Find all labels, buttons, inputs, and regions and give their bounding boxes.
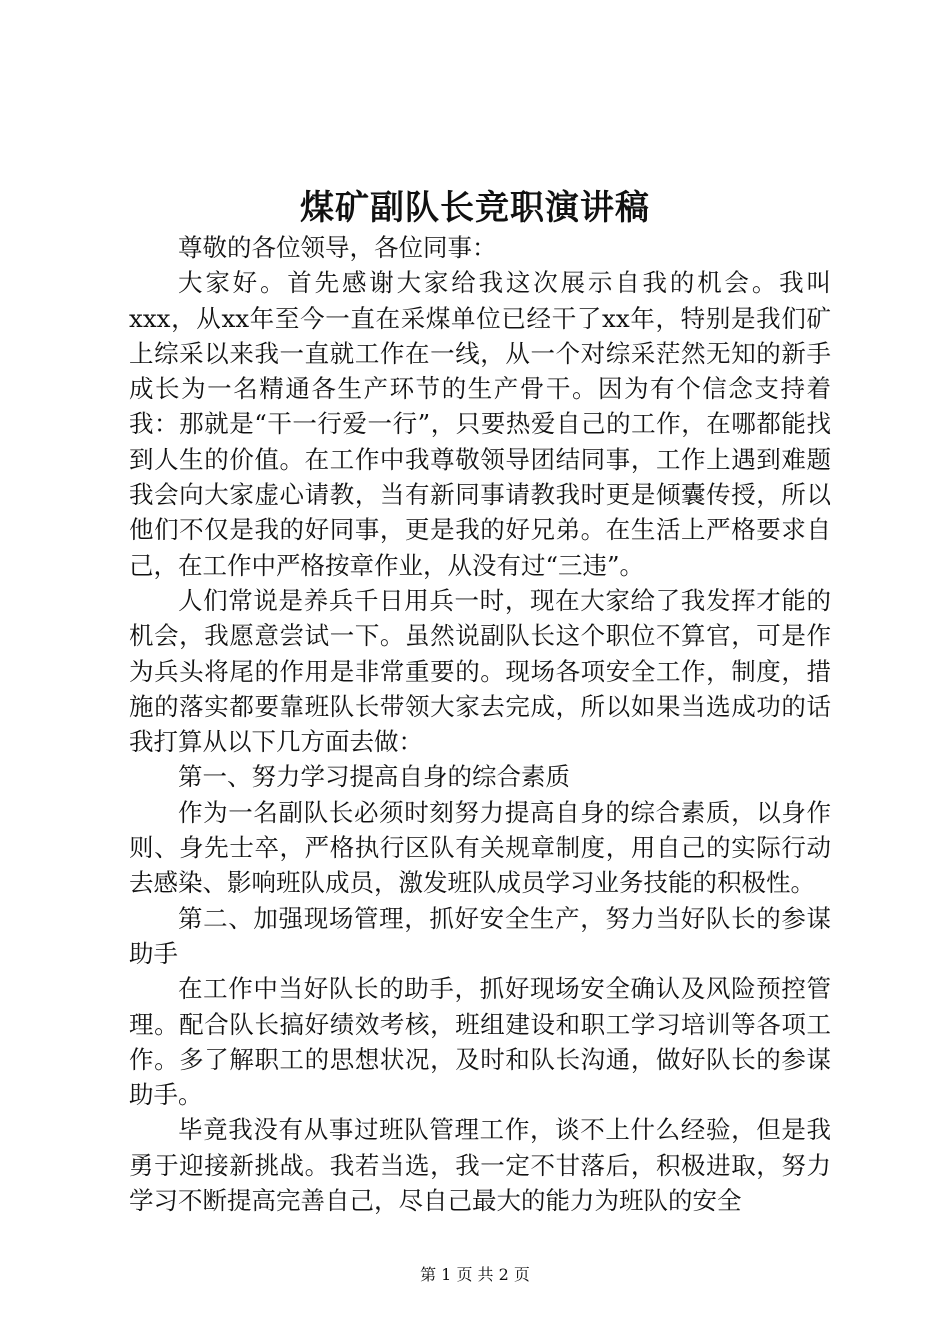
body-paragraph: 大家好。首先感谢大家给我这次展示自我的机会。我叫xxx，从xx年至今一直在采煤单位已经干了xx年，特别是我们矿上综采以来我一直就工作在一线，从一个对综采茫然无知的新手成长为一名精通各生产环节的生产骨干。因为有个信念支持着我：那就是“干一行爱一行”，只要热爱自己的工作，在哪都能找到人生的价值。在工作中我尊敬领导团结同事，工作上遇到难题我会向大家虚心请教，当有新同事请教我时更是倾囊传授，所以他们不仅是我的好同事，更是我的好兄弟。在生活上严格要求自己，在工作中严格按章作业，从没有过“三违”。: [129, 268, 831, 580]
page-footer: 第 1 页 共 2 页: [420, 1265, 530, 1284]
body-paragraph: 人们常说是养兵千日用兵一时，现在大家给了我发挥才能的机会，我愿意尝试一下。虽然说副队长这个职位不算官，可是作为兵头将尾的作用是非常重要的。现场各项安全工作，制度，措施的落实都要靠班队长带领大家去完成，所以如果当选成功的话我打算从以下几方面去做：: [129, 585, 831, 757]
section-heading: 第二、加强现场管理，抓好安全生产，努力当好队长的参谋助手: [129, 903, 831, 968]
body-paragraph: 在工作中当好队长的助手，抓好现场安全确认及风险预控管理。配合队长搞好绩效考核，班组建设和职工学习培训等各项工作。多了解职工的思想状况，及时和队长沟通，做好队长的参谋助手。: [129, 974, 831, 1110]
body-paragraph: 作为一名副队长必须时刻努力提高自身的综合素质，以身作则、身先士卒，严格执行区队有关规章制度，用自己的实际行动去感染、影响班队成员，激发班队成员学习业务技能的积极性。: [129, 797, 831, 898]
document-body: [129, 230, 831, 1218]
body-paragraph: 毕竟我没有从事过班队管理工作，谈不上什么经验，但是我勇于迎接新挑战。我若当选，我一定不甘落后，积极进取，努力学习不断提高完善自己，尽自己最大的能力为班队的安全: [129, 1115, 831, 1216]
section-heading: 第一、努力学习提高自身的综合素质: [178, 762, 570, 792]
document-title: 煤矿副队长竞职演讲稿: [300, 188, 650, 228]
salutation-paragraph: 尊敬的各位领导，各位同事：: [178, 233, 497, 262]
